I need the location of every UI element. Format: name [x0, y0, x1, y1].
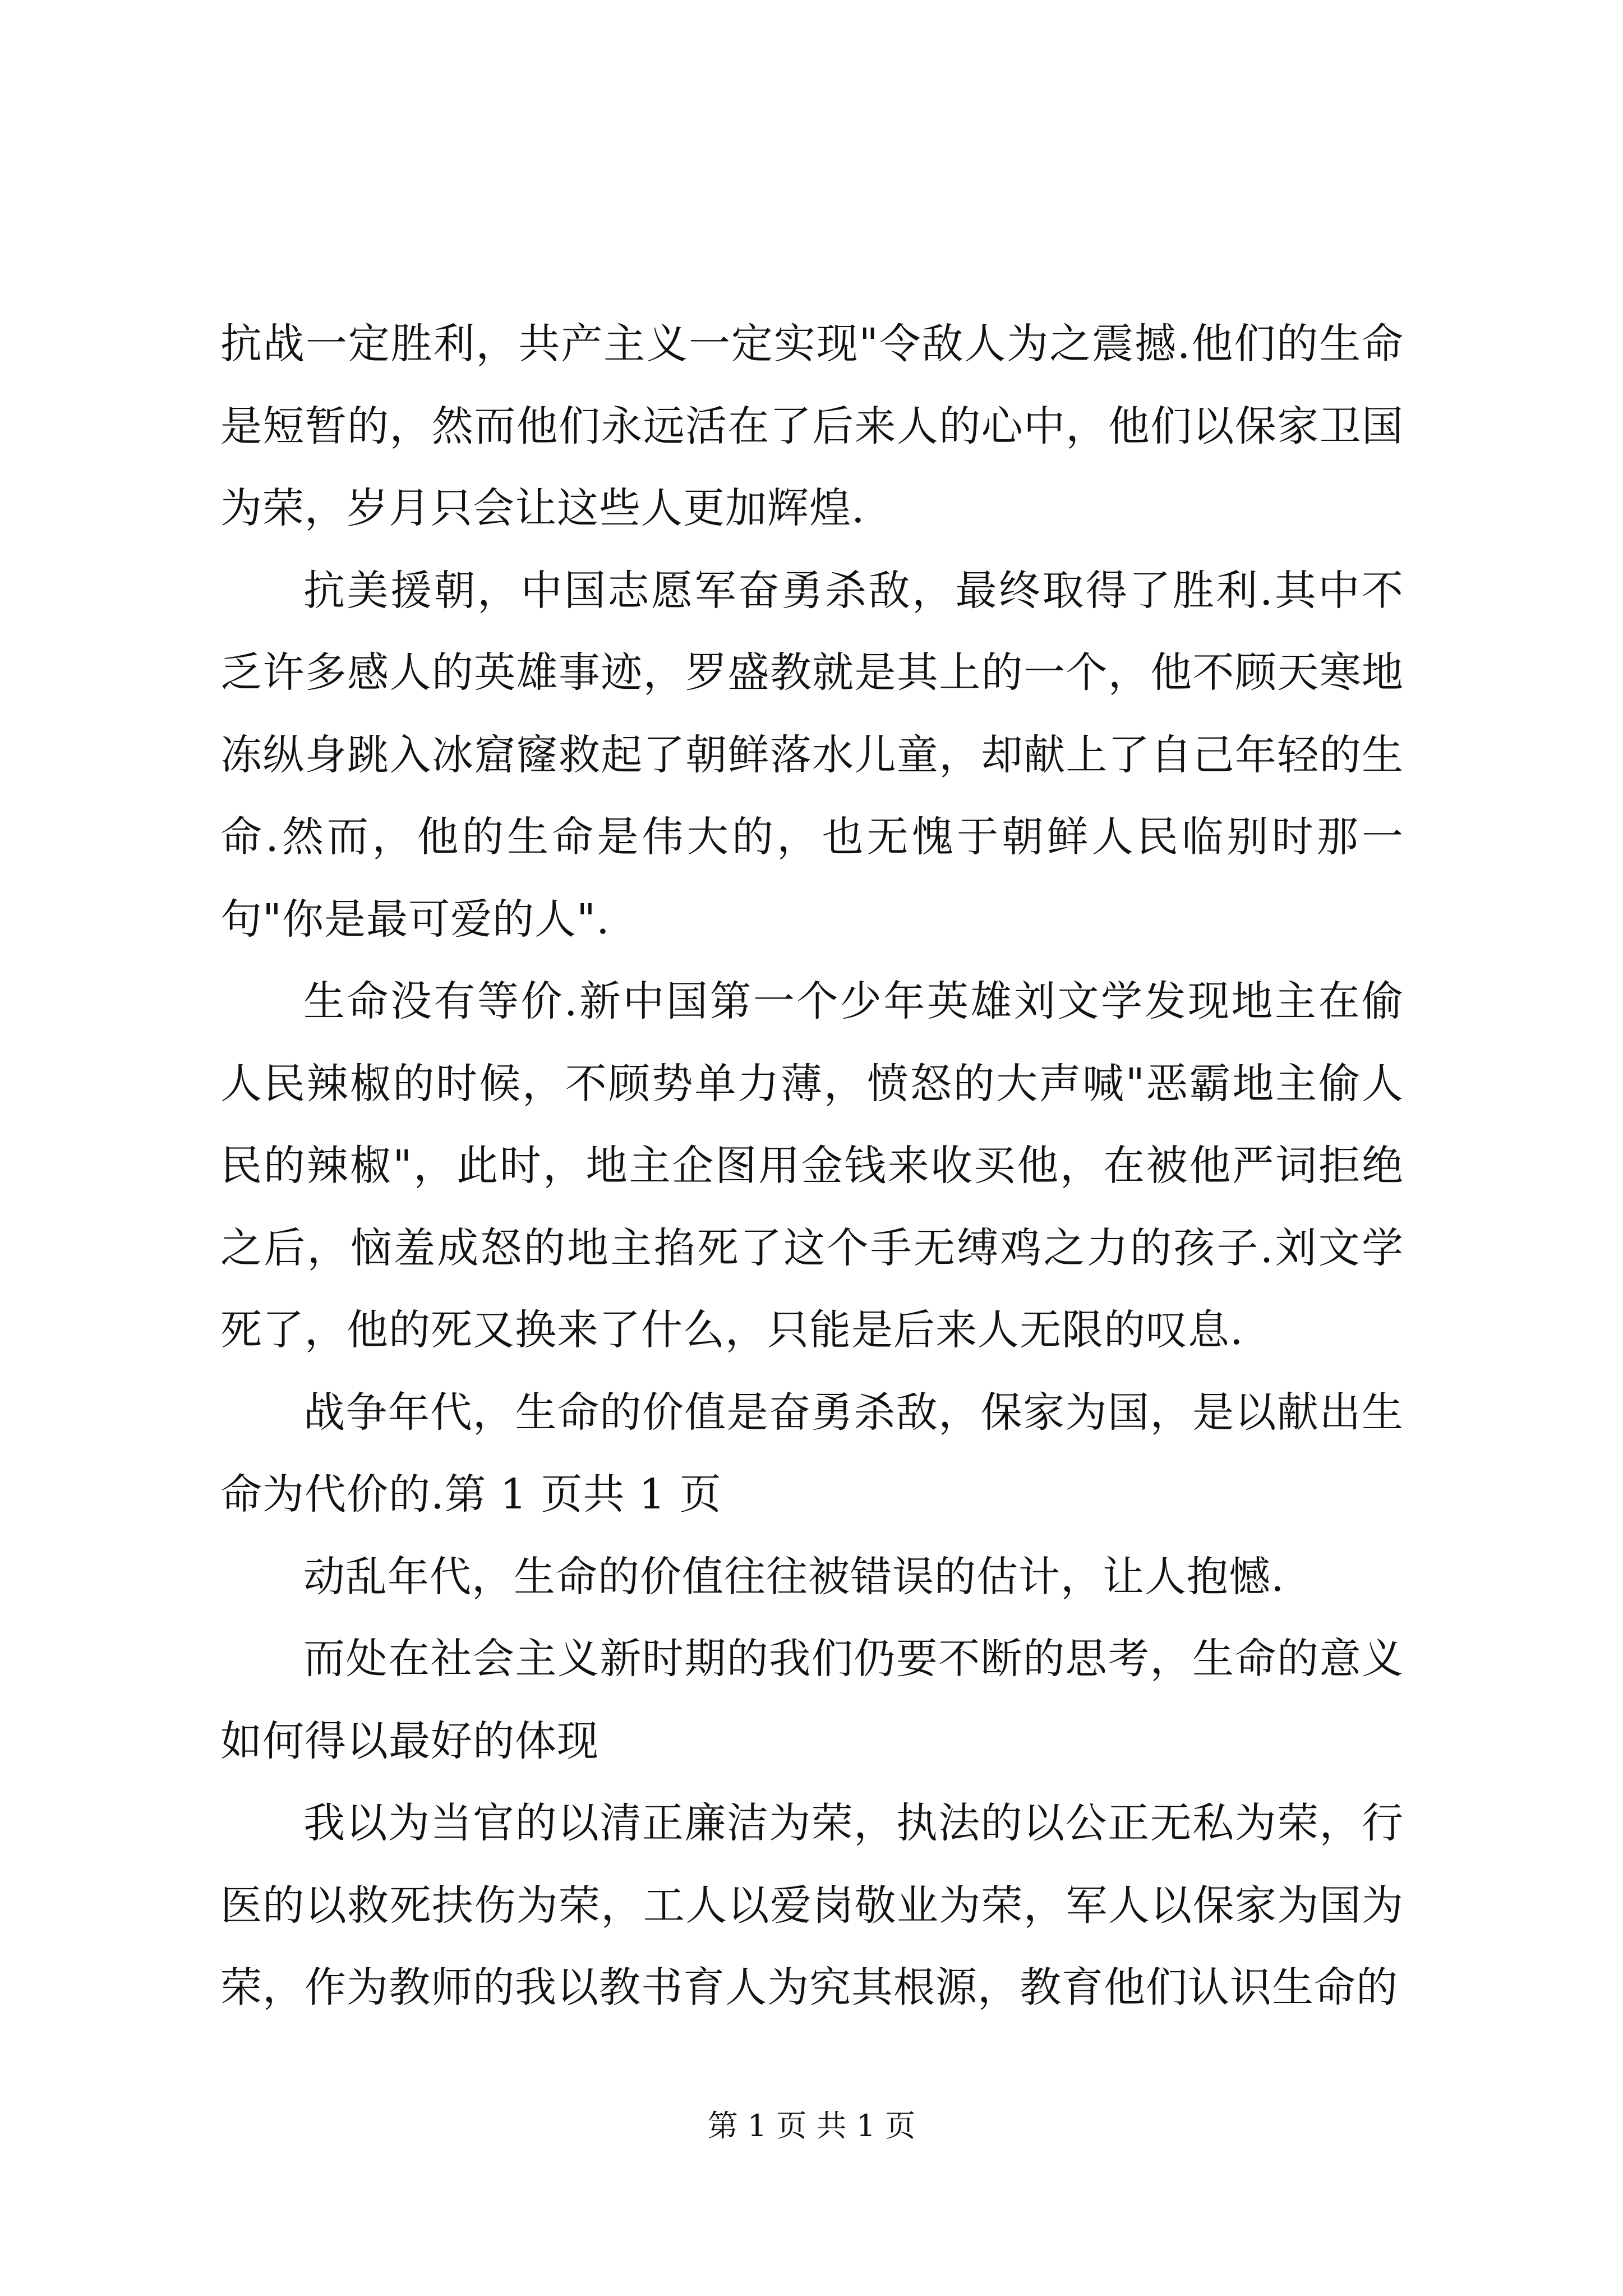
- paragraph-1: 抗战一定胜利，共产主义一定实现"令敌人为之震撼.他们的生命是短暂的，然而他们永远活在了后来人的心中，他们以保家卫国为荣，岁月只会让这些人更加辉煌.: [220, 320, 1404, 532]
- paragraph-4: 战争年代，生命的价值是奋勇杀敌，保家为国，是以献出生命为代价的.第 1 页共 1 页: [220, 1388, 1404, 1519]
- paragraph-6: 而处在社会主义新时期的我们仍要不断的思考，生命的意义如何得以最好的体现: [220, 1635, 1404, 1765]
- paragraph-5: 动乱年代，生命的价值往往被错误的估计，让人抱憾.: [303, 1552, 1285, 1601]
- paragraph-3: 生命没有等价.新中国第一个少年英雄刘文学发现地主在偷人民辣椒的时候，不顾势单力薄，愤怒的大声喊"恶霸地主偷人民的辣椒"，此时，地主企图用金钱来收买他，在被他严词拒绝之后，恼羞成怒的地主掐死了这个手无缚鸡之力的孩子.刘文学死了，他的死又换来了什么，只能是后来人无限的叹息.: [220, 977, 1404, 1354]
- paragraph-2: 抗美援朝，中国志愿军奋勇杀敌，最终取得了胜利.其中不乏许多感人的英雄事迹，罗盛教就是其上的一个，他不顾天寒地冻纵身跳入冰窟窿救起了朝鲜落水儿童，却献上了自己年轻的生命.然而，他的生命是伟大的，也无愧于朝鲜人民临别时那一句"你是最可爱的人".: [220, 566, 1404, 944]
- page-footer: 第 1 页 共 1 页: [707, 2108, 916, 2143]
- document-body: [220, 303, 1404, 2029]
- paragraph-7: 我以为当官的以清正廉洁为荣，执法的以公正无私为荣，行医的以救死扶伤为荣，工人以爱岗敬业为荣，军人以保家为国为荣，作为教师的我以教书育人为究其根源，教育他们认识生命的: [220, 1799, 1404, 2012]
